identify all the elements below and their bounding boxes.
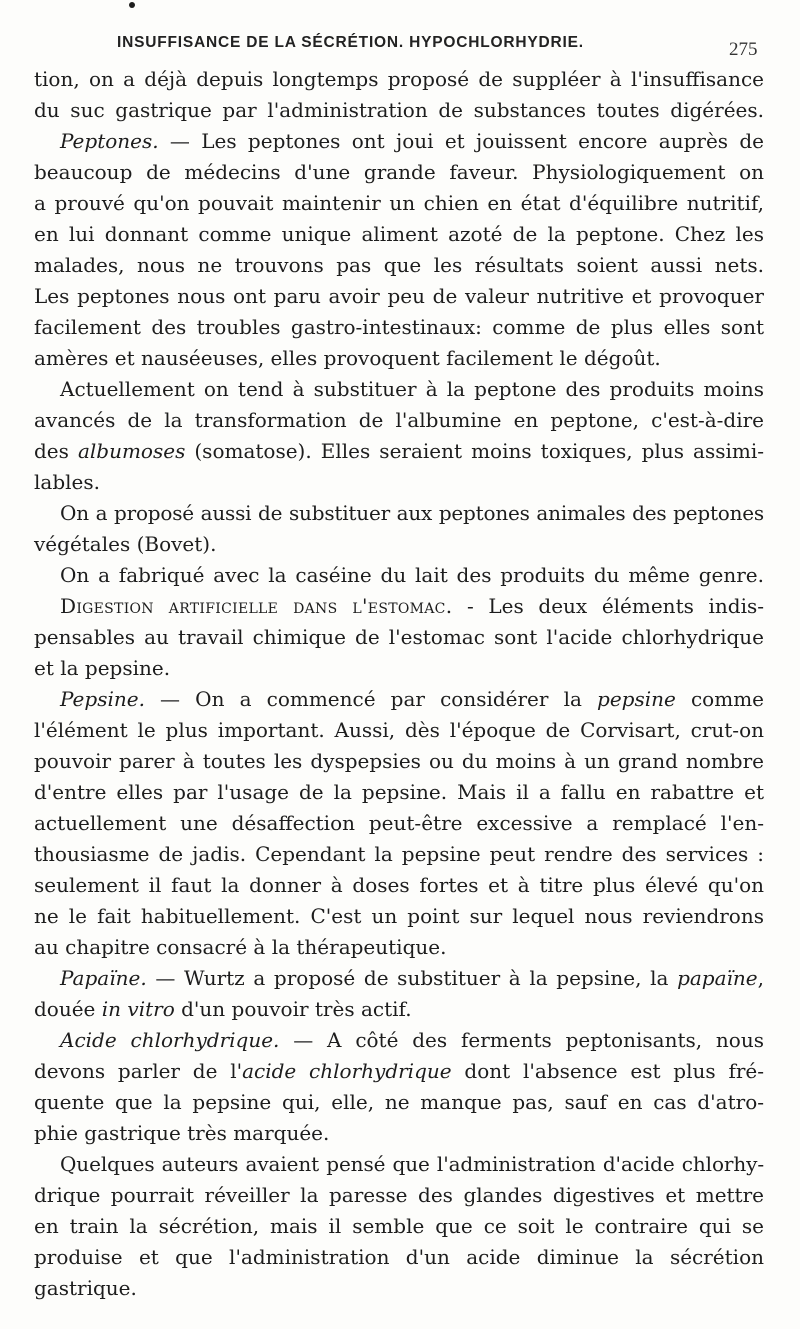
text-line: en train la sécrétion, mais il semble que ce soit le contraire qui se <box>34 1214 764 1238</box>
text-line: a prouvé qu'on pouvait maintenir un chien en état d'équilibre nutritif, <box>34 191 764 215</box>
text-line: malades, nous ne trouvons pas que les résultats soient aussi nets. <box>34 253 764 277</box>
text-line: avancés de la transformation de l'albumine en peptone, c'est-à-dire <box>34 408 764 432</box>
text-line: On a fabriqué avec la caséine du lait des produits du même genre. <box>60 563 764 587</box>
text-line: devons parler de l'acide chlorhydrique dont l'absence est plus fré- <box>34 1059 764 1083</box>
ink-dot <box>129 2 135 8</box>
text-line: facilement des troubles gastro-intestinaux: comme de plus elles sont <box>34 315 764 339</box>
text-line: au chapitre consacré à la thérapeutique. <box>34 935 447 959</box>
section-heading: Acide chlorhydrique. <box>60 1028 280 1052</box>
text-line: Papaïne. — Wurtz a proposé de substituer à la pepsine, la papaïne, <box>60 966 764 990</box>
text-line: Actuellement on tend à substituer à la peptone des produits moins <box>60 377 764 401</box>
text-line: Acide chlorhydrique. — A côté des ferments peptonisants, nous <box>60 1028 764 1052</box>
text-line: On a proposé aussi de substituer aux peptones animales des peptones <box>60 501 764 525</box>
text-line: et la pepsine. <box>34 656 171 680</box>
section-heading: Papaïne. <box>60 966 147 990</box>
text-line: Peptones. — Les peptones ont joui et jouissent encore auprès de <box>60 129 764 153</box>
text-line: phie gastrique très marquée. <box>34 1121 330 1145</box>
body-text <box>34 64 764 1304</box>
text-line: Pepsine. — On a commencé par considérer la pepsine comme <box>60 687 764 711</box>
text-line: en lui donnant comme unique aliment azoté de la peptone. Chez les <box>34 222 764 246</box>
text-line: ne le fait habituellement. C'est un point sur lequel nous reviendrons <box>34 904 764 928</box>
text-line: Les peptones nous ont paru avoir peu de valeur nutritive et provoquer <box>34 284 764 308</box>
text-line: produise et que l'administration d'un acide diminue la sécrétion <box>34 1245 764 1269</box>
text-line: beaucoup de médecins d'une grande faveur. Physiologiquement on <box>34 160 764 184</box>
text-line: douée in vitro d'un pouvoir très actif. <box>34 997 412 1021</box>
text-line: tion, on a déjà depuis longtemps proposé de suppléer à l'insuffisance <box>34 67 764 91</box>
text-line: seulement il faut la donner à doses fortes et à titre plus élevé qu'on <box>34 873 764 897</box>
text-line: quente que la pepsine qui, elle, ne manque pas, sauf en cas d'atro- <box>34 1090 764 1114</box>
section-heading: Pepsine. <box>60 687 145 711</box>
text-line: drique pourrait réveiller la paresse des glandes digestives et mettre <box>34 1183 764 1207</box>
text-line: Digestion artificielle dans l'estomac. - Les deux éléments indis- <box>60 594 764 618</box>
page-number: 275 <box>729 39 758 60</box>
text-line: thousiasme de jadis. Cependant la pepsine peut rendre des services : <box>34 842 764 866</box>
section-heading: Peptones. <box>60 129 159 153</box>
text-line: l'élément le plus important. Aussi, dès l'époque de Corvisart, crut-on <box>34 718 764 742</box>
text-line: lables. <box>34 470 100 494</box>
running-head: INSUFFISANCE DE LA SÉCRÉTION. HYPOCHLORHYDRIE. <box>117 34 584 51</box>
text-line: pensables au travail chimique de l'estomac sont l'acide chlorhydrique <box>34 625 764 649</box>
section-heading: Digestion artificielle dans l'estomac. <box>60 594 453 618</box>
text-line: végétales (Bovet). <box>34 532 217 556</box>
text-line: actuellement une désaffection peut-être excessive a remplacé l'en- <box>34 811 764 835</box>
text-line: d'entre elles par l'usage de la pepsine. Mais il a fallu en rabattre et <box>34 780 764 804</box>
text-line: Quelques auteurs avaient pensé que l'administration d'acide chlorhy- <box>60 1152 764 1176</box>
text-line: des albumoses (somatose). Elles seraient moins toxiques, plus assimi- <box>34 439 764 463</box>
text-line: du suc gastrique par l'administration de substances toutes digérées. <box>34 98 764 122</box>
text-line: gastrique. <box>34 1276 137 1300</box>
text-line: pouvoir parer à toutes les dyspepsies ou du moins à un grand nombre <box>34 749 764 773</box>
text-line: amères et nauséeuses, elles provoquent facilement le dégoût. <box>34 346 661 370</box>
